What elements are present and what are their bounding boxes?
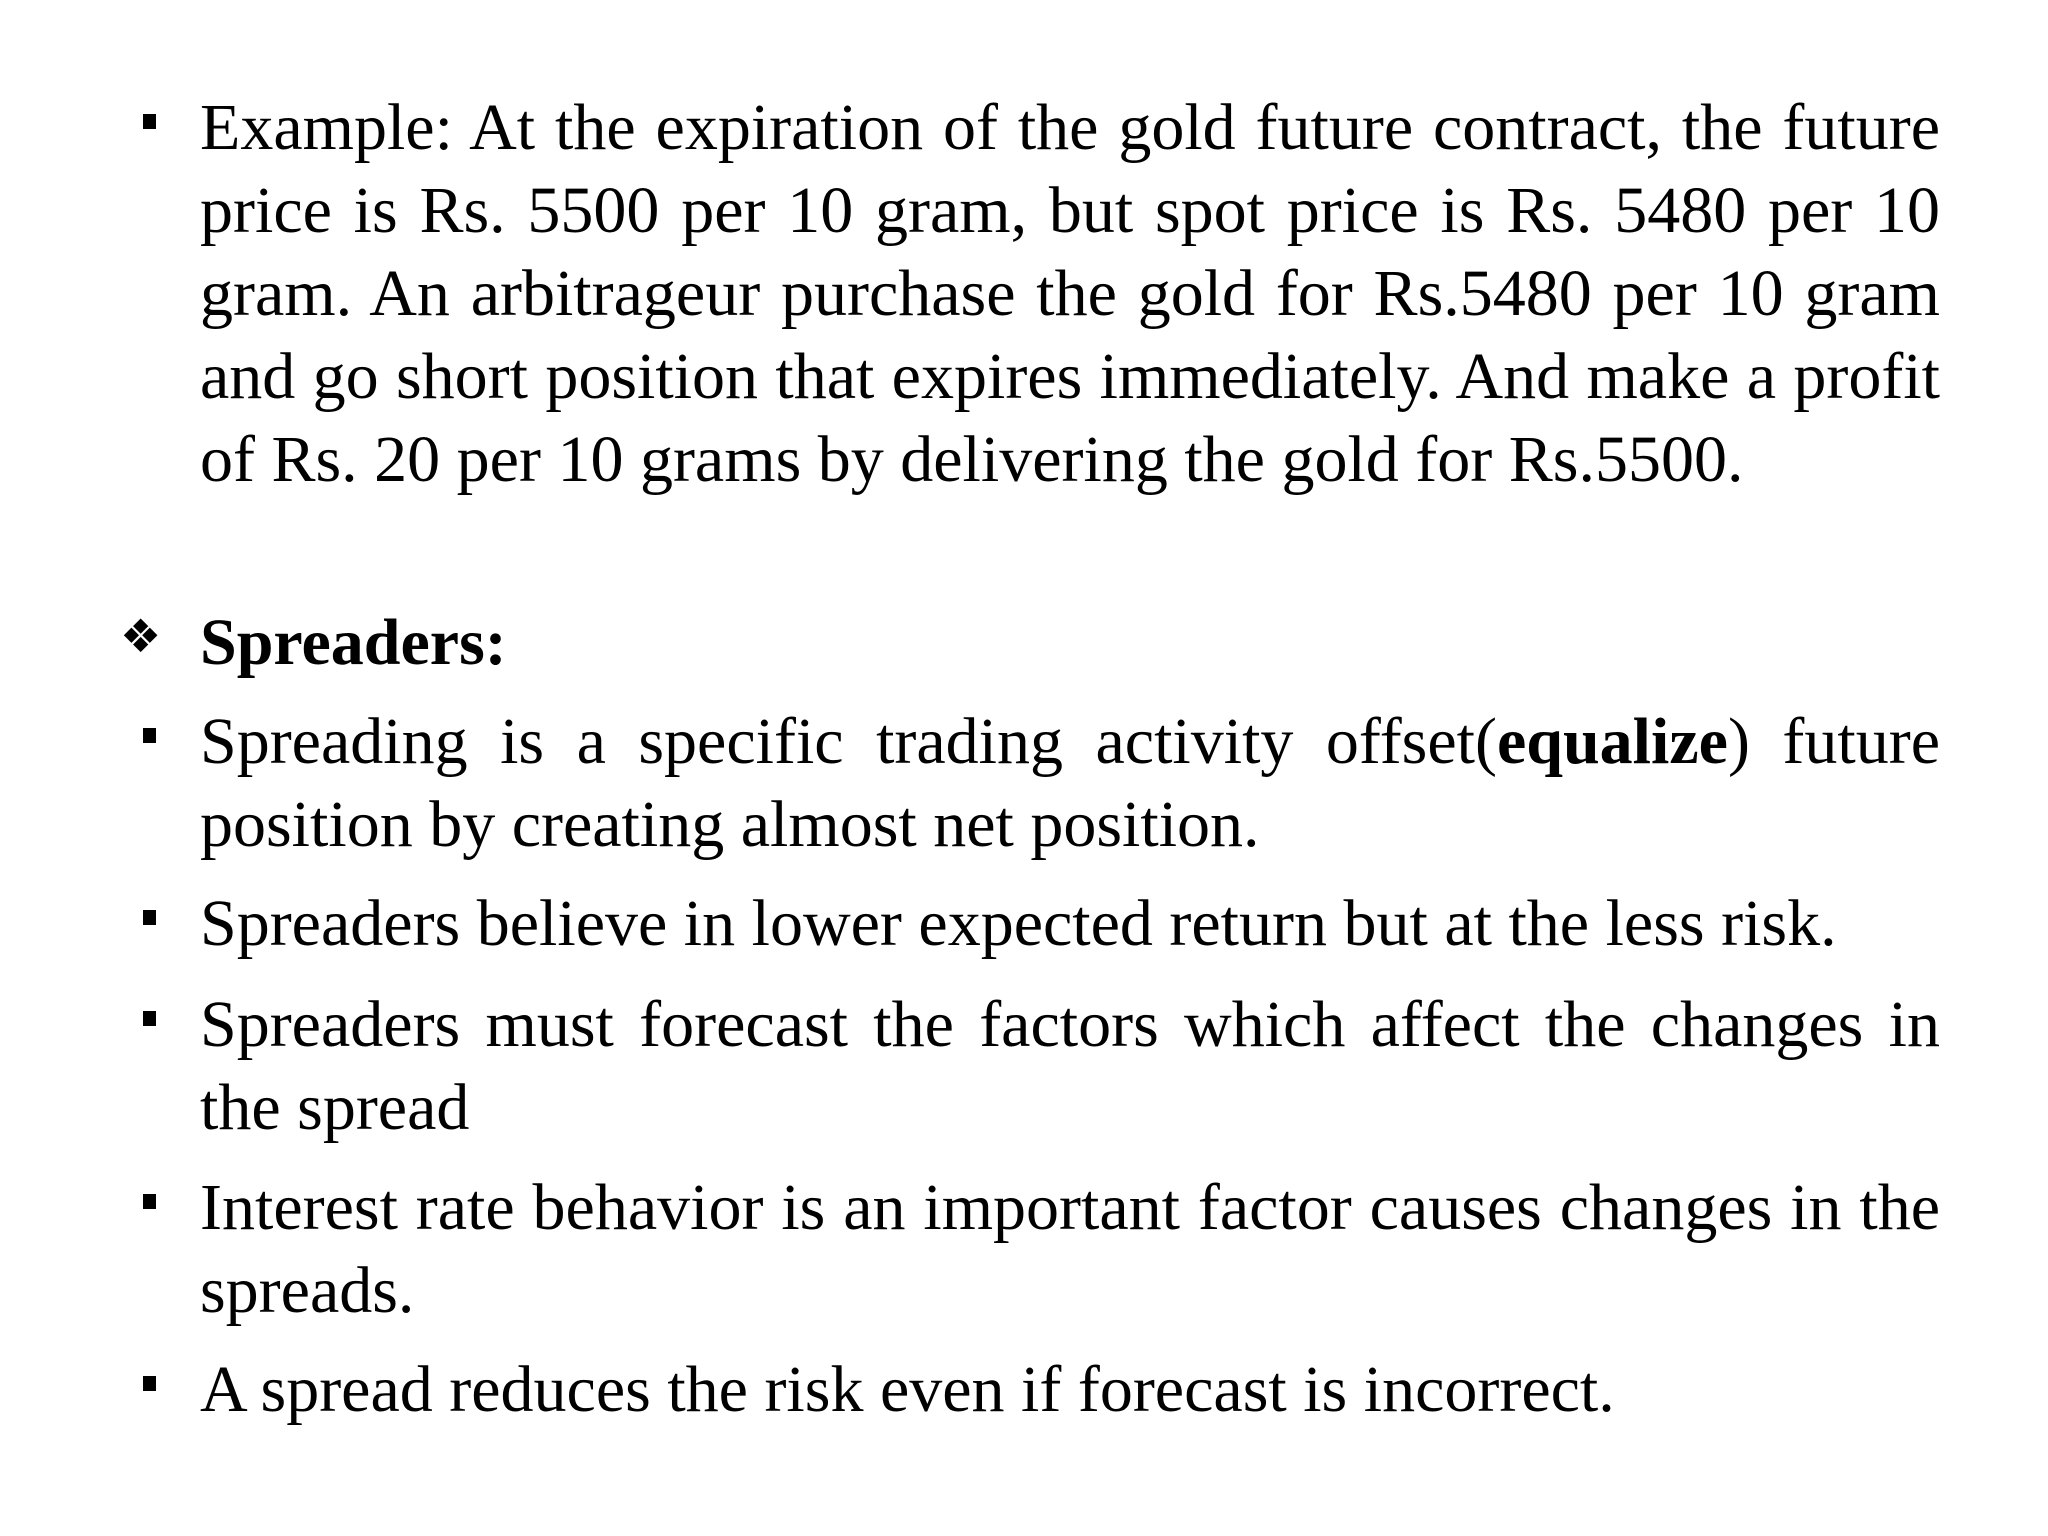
square-bullet-icon <box>129 1156 169 1239</box>
interest-text: Interest rate behavior is an important factor causes changes in the spreads. <box>200 1171 1940 1327</box>
spreading-text-before: Spreading is a specific trading activity offset( <box>200 705 1497 778</box>
spreading-text-after: ) future position by creating almost net position. <box>200 705 1940 861</box>
bullet-item-interest <box>200 1166 1940 1332</box>
spreaders-heading: Spreaders: <box>200 606 507 679</box>
bullet-item-reduces <box>200 1348 1940 1431</box>
bullet-item-forecast <box>200 983 1940 1149</box>
believe-text: Spreaders believe in lower expected return but at the less risk. <box>200 887 1837 960</box>
reduces-text: A spread reduces the risk even if forecast is incorrect. <box>200 1353 1615 1426</box>
section-heading-spreaders <box>120 601 1940 684</box>
bullet-item-spreading <box>200 700 1940 866</box>
bullet-item-believe <box>200 882 1940 965</box>
square-bullet-icon <box>129 973 169 1056</box>
square-bullet-icon <box>129 690 169 773</box>
square-bullet-icon <box>129 1338 169 1421</box>
square-bullet-icon <box>129 76 169 159</box>
diamond-bullet-icon: ❖ <box>120 609 162 663</box>
bullet-item-example <box>200 86 1940 501</box>
square-bullet-icon <box>129 872 169 955</box>
spreading-text-bold: equalize <box>1496 705 1728 778</box>
forecast-text: Spreaders must forecast the factors which affect the changes in the spread <box>200 988 1940 1144</box>
example-text: Example: At the expiration of the gold future contract, the future price is Rs. 5500 per 10 gram, but spot price is Rs. 5480 per 10 gram. An arbitrageur purchase the gold for Rs.5480 per 10 gram and go short position that expires immediately. And make a profit of Rs. 20 per 10 grams by delivering the gold for Rs.5500. <box>200 91 1940 496</box>
